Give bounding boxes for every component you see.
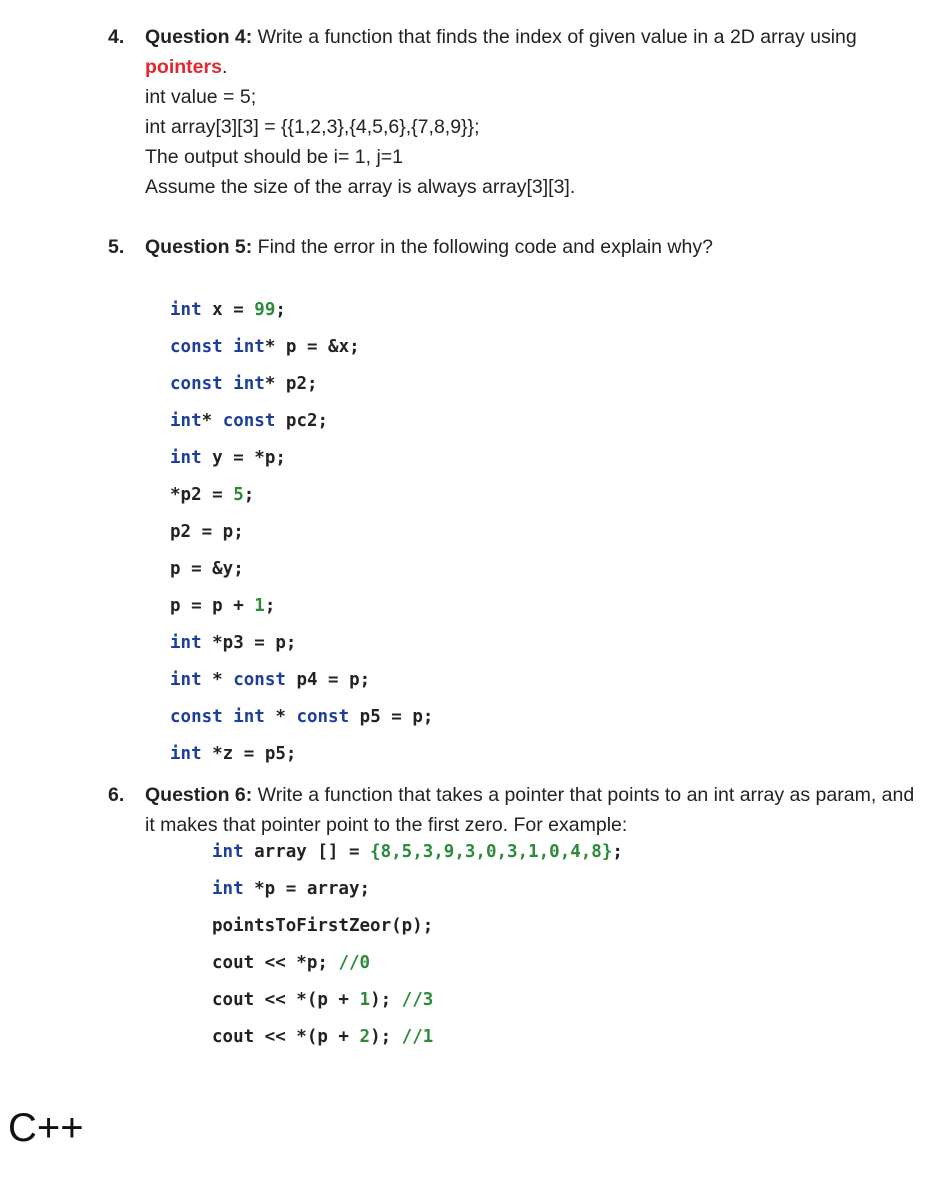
- question-6-text: Write a function that takes a pointer that points to an int array as param, and it makes that pointer point to the first zero. For example:: [145, 784, 915, 836]
- code-token: [223, 337, 234, 357]
- code-line: [170, 440, 433, 477]
- code-token: //3: [401, 990, 434, 1010]
- question-4-title: Question 4:: [145, 26, 253, 48]
- code-token: p4 = p;: [285, 670, 371, 690]
- question-5-code-block: [170, 292, 433, 773]
- code-token: int: [170, 411, 202, 431]
- question-4-highlight: pointers: [145, 56, 222, 78]
- code-token: x =: [201, 300, 255, 320]
- code-token: int: [170, 670, 202, 690]
- code-token: *: [201, 670, 234, 690]
- code-token: ;: [243, 485, 255, 505]
- code-token: int: [233, 707, 265, 727]
- code-token: 1: [359, 990, 371, 1010]
- code-token: ;: [612, 842, 623, 862]
- code-line: [170, 329, 433, 366]
- code-line: [212, 834, 623, 871]
- code-token: *z = p5;: [201, 744, 297, 764]
- code-token: const: [296, 707, 350, 727]
- code-token: 2: [359, 1027, 371, 1047]
- code-token: * p2;: [264, 374, 318, 394]
- question-4-text: Write a function that finds the index of given value in a 2D array using: [252, 26, 857, 48]
- question-6-code-block: [212, 834, 623, 1056]
- question-4-line: The output should be i= 1, j=1: [145, 146, 404, 168]
- code-token: int: [233, 337, 265, 357]
- code-token: cout << *(p +: [212, 990, 360, 1010]
- question-6: [108, 780, 918, 840]
- question-6-body: [145, 780, 918, 840]
- code-token: p2 = p;: [170, 522, 244, 542]
- code-token: *: [201, 411, 223, 431]
- code-token: int: [212, 842, 244, 862]
- code-line: [170, 588, 433, 625]
- code-token: y = *p;: [201, 448, 286, 468]
- code-line: [170, 292, 433, 329]
- code-token: 99: [254, 300, 276, 320]
- code-token: 1: [254, 596, 265, 616]
- question-4-text-end: .: [221, 56, 228, 78]
- code-token: *: [264, 707, 297, 727]
- code-token: const: [233, 670, 286, 690]
- code-token: p = p +: [170, 596, 255, 616]
- code-line: [170, 514, 433, 551]
- code-token: int: [170, 300, 202, 320]
- code-line: [212, 945, 623, 982]
- question-4-line: Assume the size of the array is always array[3][3].: [145, 176, 576, 198]
- question-5-number: 5.: [108, 236, 125, 258]
- question-6-title: Question 6:: [145, 784, 253, 806]
- code-token: {8,5,3,9,3,0,3,1,0,4,8}: [370, 842, 613, 862]
- code-line: [170, 403, 433, 440]
- code-token: *p = array;: [243, 879, 371, 899]
- code-token: int: [170, 448, 202, 468]
- code-token: *p3 = p;: [201, 633, 297, 653]
- code-token: *p2 =: [170, 485, 234, 505]
- code-token: );: [370, 1027, 402, 1047]
- code-line: [170, 551, 433, 588]
- code-line: [170, 736, 433, 773]
- code-token: const: [170, 374, 223, 394]
- code-token: * p = &x;: [264, 337, 360, 357]
- code-line: [170, 662, 433, 699]
- code-token: int: [212, 879, 244, 899]
- language-label: C++: [8, 1106, 84, 1150]
- code-token: p = &y;: [170, 559, 244, 579]
- code-line: [170, 477, 433, 514]
- code-token: int: [170, 633, 202, 653]
- question-4-line: int value = 5;: [145, 86, 257, 108]
- code-token: [223, 374, 234, 394]
- code-line: [170, 699, 433, 736]
- question-4-body: [145, 22, 918, 202]
- question-4-number: 4.: [108, 26, 125, 48]
- question-5-body: [145, 232, 918, 262]
- question-5-title: Question 5:: [145, 236, 253, 258]
- code-token: );: [370, 990, 402, 1010]
- question-6-number: 6.: [108, 784, 125, 806]
- code-line: [212, 871, 623, 908]
- question-4-line: int array[3][3] = {{1,2,3},{4,5,6},{7,8,9}};: [145, 116, 480, 138]
- code-line: [212, 982, 623, 1019]
- code-token: int: [233, 374, 265, 394]
- code-token: pc2;: [275, 411, 329, 431]
- question-5: [108, 232, 918, 262]
- question-5-text: Find the error in the following code and explain why?: [252, 236, 713, 258]
- code-line: [212, 1019, 623, 1056]
- code-token: [223, 707, 234, 727]
- code-token: ;: [275, 300, 286, 320]
- code-token: 5: [233, 485, 244, 505]
- code-token: cout << *p;: [212, 953, 339, 973]
- code-line: [212, 908, 623, 945]
- code-token: const: [170, 707, 223, 727]
- code-token: cout << *(p +: [212, 1027, 360, 1047]
- code-token: const: [170, 337, 223, 357]
- code-token: pointsToFirstZeor(p);: [212, 916, 434, 936]
- code-token: array [] =: [243, 842, 371, 862]
- code-token: int: [170, 744, 202, 764]
- question-4: [108, 22, 918, 202]
- code-token: ;: [264, 596, 276, 616]
- code-token: const: [222, 411, 276, 431]
- code-token: p5 = p;: [349, 707, 434, 727]
- code-line: [170, 625, 433, 662]
- code-token: //0: [338, 953, 371, 973]
- code-token: //1: [401, 1027, 434, 1047]
- code-line: [170, 366, 433, 403]
